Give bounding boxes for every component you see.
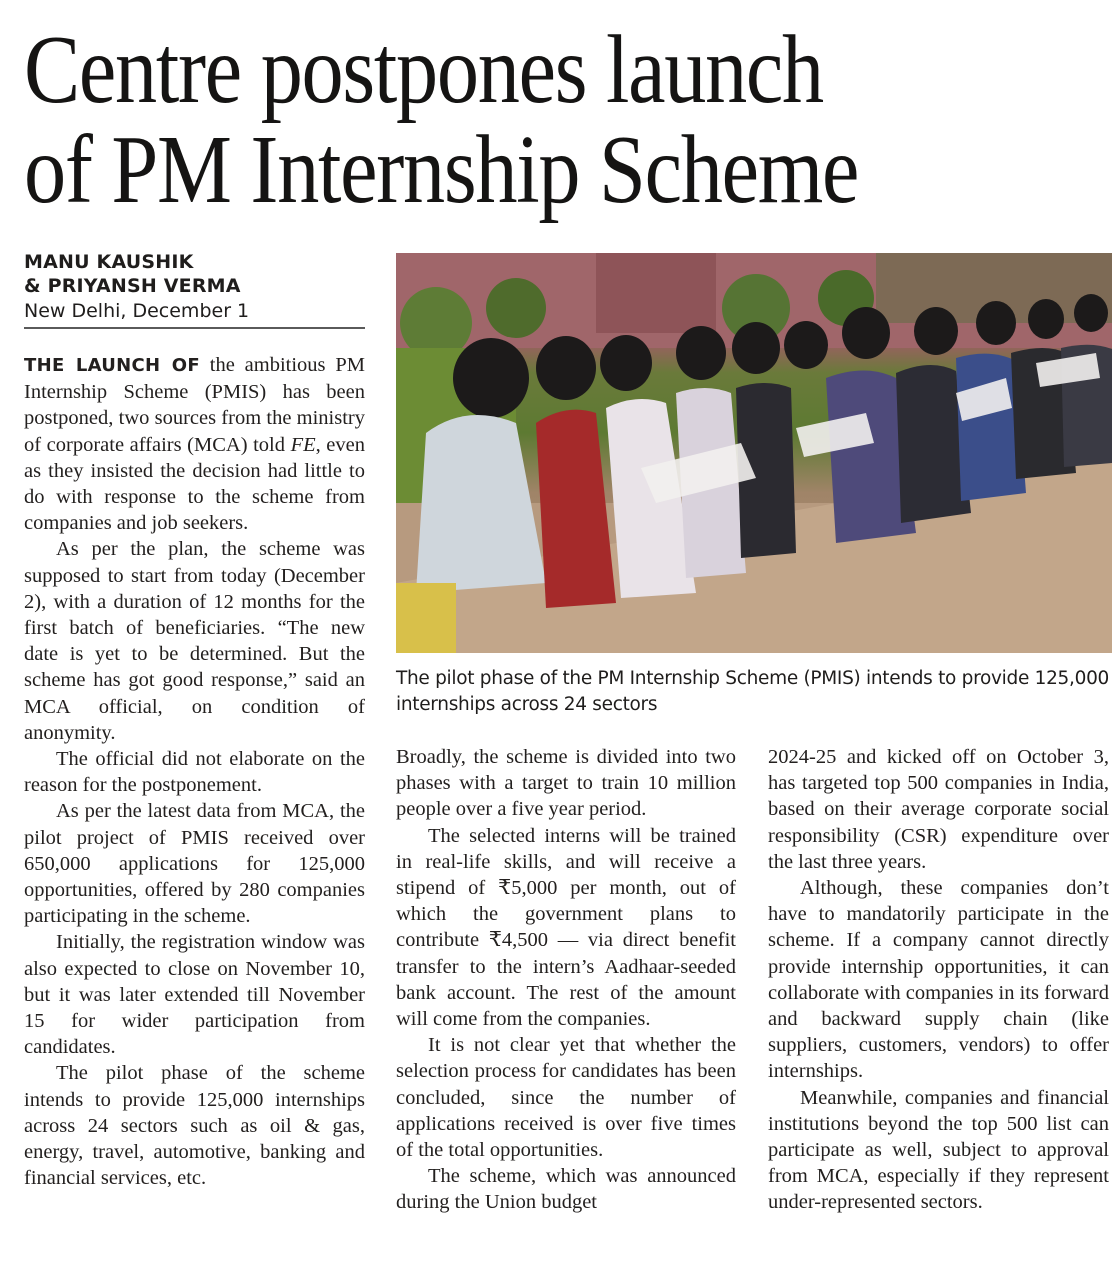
- paragraph-1: [24, 352, 365, 536]
- lead-in: THE LAUNCH OF: [24, 355, 200, 376]
- headline: [24, 16, 961, 224]
- headline-line-2: of PM Internship Scheme: [24, 116, 859, 224]
- paragraph-10-continued: 2024-25 and kicked off on October 3, has targeted top 500 companies in India, based on their average corporate social responsibility (CSR) expenditure over the last three years.: [768, 746, 1109, 873]
- paragraph-12: Meanwhile, companies and financial institutions beyond the top 500 list can participate as well, subject to approval from MCA, especially if they represent under-represented sectors.: [768, 1086, 1109, 1214]
- dateline: New Delhi, December 1: [24, 300, 250, 322]
- paragraph-2: As per the plan, the scheme was supposed to start from today (December 2), with a duration of 12 months for the first batch of beneficiaries. “The new date is yet to be determined. But the scheme has got good response,” said an MCA official, on condition of anonymity.: [24, 538, 365, 744]
- paragraph-7: Broadly, the scheme is divided into two phases with a target to train 10 million people over a five year period.: [396, 746, 736, 821]
- paragraph-4: As per the latest data from MCA, the pilot project of PMIS received over 650,000 applications for 125,000 opportunities, offered by 280 companies participating in the scheme.: [24, 800, 365, 928]
- paragraph-3: The official did not elaborate on the reason for the postponement.: [24, 748, 365, 797]
- paragraph-8: The selected interns will be trained in real-life skills, and will receive a stipend of ₹5,000 per month, out of which the government plans to contribute ₹4,500 — via direct benefit transfer to the intern’s Aadhaar-seeded bank account. The rest of the amount will come from the companies.: [396, 824, 736, 1031]
- paragraph-5: Initially, the registration window was also expected to close on November 10, but it was later extended till November 15 for wider participation from candidates.: [24, 931, 365, 1059]
- publication-name: FE: [290, 433, 316, 456]
- paragraph-1-text-a: the ambitious PM Internship Scheme (PMIS) has been postponed, two sources from the ministry of corporate affairs (MCA) told: [24, 354, 365, 456]
- byline: [24, 250, 364, 324]
- article-column-2: [396, 744, 736, 1216]
- headline-line-1: Centre postpones launch: [24, 16, 823, 124]
- paragraph-1-text-b: , even as they insisted the decision had little to do with response to the scheme from companies and job seekers.: [24, 433, 366, 535]
- photo-image-icon: [396, 253, 1112, 653]
- article-column-3: [768, 744, 1109, 1216]
- article-photo: [396, 253, 1112, 653]
- author-1: MANU KAUSHIK: [24, 251, 194, 273]
- byline-divider: [24, 327, 365, 329]
- article-column-1: [24, 352, 365, 1192]
- paragraph-11: Although, these companies don’t have to mandatorily participate in the scheme. If a company cannot directly provide internship opportunities, it can collaborate with companies in its forward and backward supply chain (like suppliers, customers, vendors) to offer internships.: [768, 877, 1109, 1083]
- photo-caption: The pilot phase of the PM Internship Scheme (PMIS) intends to provide 125,000 internships across 24 sectors: [396, 668, 1110, 715]
- paragraph-10: The scheme, which was announced during the Union budget: [396, 1165, 736, 1214]
- author-2: & PRIYANSH VERMA: [24, 275, 241, 297]
- paragraph-6: The pilot phase of the scheme intends to provide 125,000 internships across 24 sectors such as oil & gas, energy, travel, automotive, banking and financial services, etc.: [24, 1062, 365, 1190]
- paragraph-9: It is not clear yet that whether the selection process for candidates has been concluded, since the number of applications received is over five times of the total opportunities.: [396, 1034, 736, 1162]
